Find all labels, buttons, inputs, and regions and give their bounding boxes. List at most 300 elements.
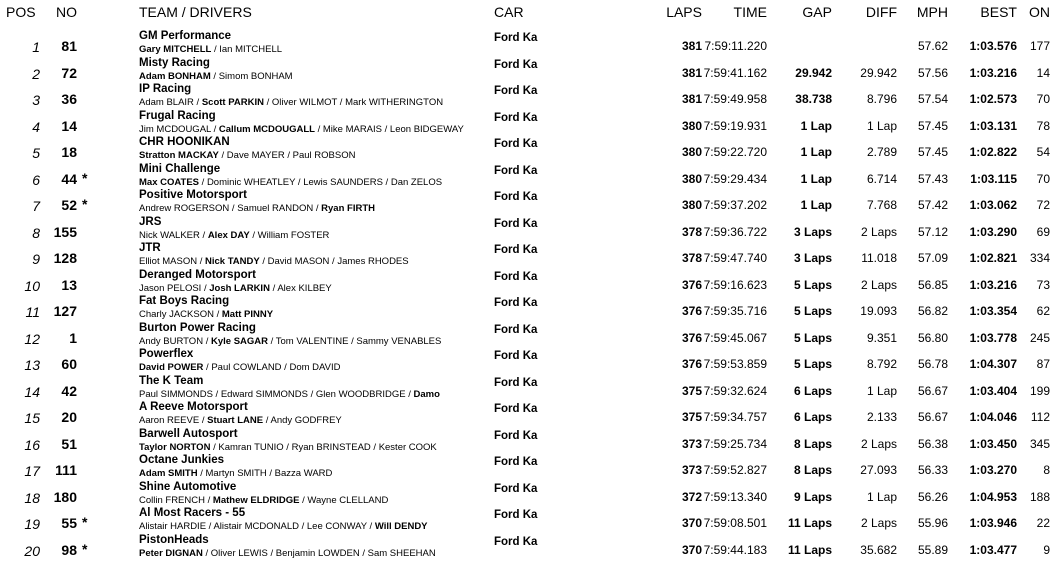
laps-cell: 381 — [681, 65, 702, 80]
best-lap-cell: 1:03.946 — [969, 516, 1017, 530]
team-name: PistonHeads — [139, 533, 209, 546]
team-name: CHR HOONIKAN — [139, 136, 230, 148]
mph-cell: 57.56 — [917, 65, 948, 80]
driver-name: Bazza WARD — [274, 468, 333, 479]
best-lap-cell: 1:03.450 — [969, 436, 1017, 451]
driver-name: Charly JACKSON — [139, 309, 214, 320]
time-cell: 7:59:52.827 — [703, 463, 767, 477]
time-cell: 7:59:32.624 — [703, 383, 767, 398]
gap-cell: 5 Laps — [793, 277, 832, 292]
laps-cell: 378 — [681, 224, 702, 239]
team-name: GM Performance — [139, 30, 232, 42]
position-cell: 18 — [24, 489, 40, 506]
laps-cell: 370 — [681, 542, 702, 557]
gap-cell: 38.738 — [795, 92, 832, 106]
driver-name: Oliver LEWIS — [210, 547, 268, 559]
car-number-cell: 14 — [61, 117, 77, 134]
laps-cell: 376 — [681, 277, 702, 292]
driver-name: Kamran TUNIO — [218, 441, 284, 453]
diff-cell: 8.792 — [866, 357, 897, 371]
mph-cell: 57.43 — [917, 171, 948, 186]
driver-name: Ryan BRINSTEAD — [291, 441, 371, 453]
table-row — [0, 374, 1057, 401]
gap-cell: 5 Laps — [793, 304, 832, 318]
best-lap-cell: 1:03.131 — [969, 118, 1017, 133]
car-model-cell: Ford Ka — [494, 138, 538, 150]
gap-cell: 3 Laps — [793, 251, 832, 265]
driver-name: Oliver WILMOT — [271, 97, 338, 108]
driver-name: Tom VALENTINE — [275, 335, 349, 347]
best-on-lap-cell: 245 — [1029, 330, 1050, 345]
driver-name: Alex KILBEY — [277, 282, 332, 294]
drivers-list: Taylor NORTON / Kamran TUNIO / Ryan BRINSTEAD / Kester COOK — [139, 441, 437, 453]
laps-cell: 372 — [681, 489, 702, 504]
car-model-cell: Ford Ka — [494, 456, 538, 468]
best-on-lap-cell: 199 — [1029, 383, 1050, 398]
diff-cell: 2.789 — [866, 145, 897, 159]
diff-cell: 9.351 — [866, 330, 897, 345]
team-name: Powerflex — [139, 348, 194, 360]
best-on-lap-cell: 188 — [1029, 489, 1050, 504]
driver-name: Sammy VENABLES — [356, 335, 442, 347]
position-cell: 11 — [25, 304, 40, 320]
driver-name: Adam BLAIR — [139, 97, 194, 108]
table-row — [0, 215, 1057, 242]
header-on: ON — [1029, 4, 1050, 20]
table-row — [0, 109, 1057, 136]
gap-cell: 3 Laps — [793, 224, 832, 239]
drivers-list: Adam SMITH / Martyn SMITH / Bazza WARD — [139, 468, 333, 479]
best-on-lap-cell: 62 — [1036, 304, 1050, 318]
diff-cell: 1 Lap — [866, 118, 897, 133]
gap-cell: 11 Laps — [787, 542, 832, 557]
diff-cell: 2 Laps — [860, 224, 897, 239]
team-name: Barwell Autosport — [139, 427, 238, 440]
time-cell: 7:59:35.716 — [703, 304, 767, 318]
driver-name: Andy BURTON — [139, 335, 204, 347]
laps-cell: 376 — [681, 304, 702, 318]
team-name: A Reeve Motorsport — [139, 401, 248, 413]
header-no: NO — [56, 4, 77, 20]
best-on-lap-cell: 87 — [1036, 357, 1050, 371]
laps-cell: 370 — [681, 516, 702, 530]
driver-name: Samuel RANDON — [237, 203, 314, 214]
best-on-lap-cell: 22 — [1036, 516, 1050, 530]
laps-cell: 380 — [681, 171, 702, 186]
diff-cell: 1 Lap — [866, 489, 897, 504]
laps-cell: 375 — [681, 410, 702, 424]
driver-name: David MASON — [267, 256, 330, 267]
best-lap-cell: 1:03.477 — [969, 542, 1017, 557]
driver-name: Collin FRENCH — [139, 494, 205, 506]
table-row — [0, 188, 1057, 215]
car-number-cell: 55 — [61, 515, 77, 531]
drivers-list: Elliot MASON / Nick TANDY / David MASON / James RHODES — [139, 256, 409, 267]
car-model-cell: Ford Ka — [494, 429, 538, 442]
mph-cell: 57.62 — [917, 39, 948, 53]
team-name: Frugal Racing — [139, 109, 216, 122]
time-cell: 7:59:11.220 — [704, 39, 767, 53]
table-row — [0, 453, 1057, 480]
drivers-list: Charly JACKSON / Matt PINNY — [139, 309, 274, 320]
header-pos: POS — [6, 4, 36, 20]
driver-name: Aaron REEVE — [139, 415, 200, 426]
gap-cell: 1 Lap — [800, 171, 832, 186]
driver-name: Adam BONHAM — [139, 70, 211, 82]
mph-cell: 57.12 — [917, 224, 948, 239]
header-car: CAR — [494, 4, 524, 20]
car-number-cell: 51 — [61, 435, 77, 452]
gap-cell: 6 Laps — [793, 383, 832, 398]
car-number-cell: 18 — [61, 144, 77, 160]
driver-name: Edward SIMMONDS — [220, 388, 308, 400]
diff-cell: 2.133 — [866, 410, 897, 424]
position-cell: 3 — [32, 92, 40, 108]
driver-name: Matt PINNY — [221, 309, 274, 320]
car-number-cell: 52 — [61, 197, 77, 213]
car-number-cell: 81 — [61, 38, 77, 54]
time-cell: 7:59:13.340 — [703, 489, 767, 504]
driver-name: Lee CONWAY — [306, 521, 367, 532]
mph-cell: 56.33 — [917, 463, 948, 477]
team-name: JRS — [139, 215, 162, 228]
car-model-cell: Ford Ka — [494, 482, 538, 495]
mph-cell: 56.67 — [917, 383, 948, 398]
driver-name: William FOSTER — [257, 229, 330, 241]
table-row — [0, 135, 1057, 162]
car-number-cell: 128 — [53, 250, 77, 266]
best-on-lap-cell: 69 — [1036, 224, 1050, 239]
drivers-list: Andy BURTON / Kyle SAGAR / Tom VALENTINE / Sammy VENABLES — [139, 335, 442, 347]
table-row — [0, 506, 1057, 533]
driver-name: Kyle SAGAR — [210, 335, 268, 347]
driver-name: Benjamin LOWDEN — [275, 547, 360, 559]
drivers-list: Max COATES / Dominic WHEATLEY / Lewis SAUNDERS / Dan ZELOS — [139, 176, 443, 188]
laps-cell: 378 — [681, 251, 702, 265]
table-row — [0, 427, 1057, 454]
position-cell: 4 — [32, 118, 40, 135]
table-row — [0, 162, 1057, 189]
time-cell: 7:59:49.958 — [703, 92, 767, 106]
position-cell: 7 — [32, 198, 40, 214]
car-number-cell: 42 — [61, 382, 77, 399]
position-cell: 19 — [24, 516, 40, 532]
mph-cell: 57.09 — [917, 251, 948, 265]
team-name: Mini Challenge — [139, 162, 221, 175]
best-on-lap-cell: 334 — [1029, 251, 1050, 265]
driver-name: Callum MCDOUGALL — [218, 123, 315, 135]
driver-name: Mike MARAIS — [322, 123, 382, 135]
mph-cell: 56.67 — [917, 410, 948, 424]
driver-name: James RHODES — [337, 256, 409, 267]
driver-name: Adam SMITH — [139, 468, 198, 479]
car-model-cell: Ford Ka — [494, 164, 538, 177]
best-lap-cell: 1:04.307 — [969, 357, 1017, 371]
car-model-cell: Ford Ka — [494, 111, 538, 124]
team-name: Positive Motorsport — [139, 189, 247, 201]
drivers-list: Nick WALKER / Alex DAY / William FOSTER — [139, 229, 330, 241]
time-cell: 7:59:45.067 — [703, 330, 767, 345]
driver-name: Jim MCDOUGAL — [139, 123, 211, 135]
gap-cell: 11 Laps — [787, 516, 832, 530]
drivers-list: Jim MCDOUGAL / Callum MCDOUGALL / Mike MARAIS / Leon BIDGEWAY — [139, 123, 464, 135]
best-lap-cell: 1:03.404 — [969, 383, 1017, 398]
table-row — [0, 400, 1057, 427]
asterisk-mark: * — [82, 514, 88, 530]
header-mph: MPH — [916, 4, 948, 20]
driver-name: Dave MAYER — [226, 150, 285, 161]
car-number-cell: 36 — [61, 91, 77, 107]
gap-cell: 8 Laps — [793, 463, 832, 477]
car-model-cell: Ford Ka — [494, 191, 538, 203]
time-cell: 7:59:41.162 — [703, 65, 767, 80]
driver-name: Will DENDY — [374, 521, 428, 532]
mph-cell: 55.89 — [917, 542, 948, 557]
driver-name: Ian MITCHELL — [219, 44, 283, 55]
best-lap-cell: 1:03.778 — [969, 330, 1017, 345]
position-cell: 5 — [32, 145, 40, 161]
team-name: IP Racing — [139, 83, 192, 95]
driver-name: Andy GODFREY — [270, 415, 342, 426]
diff-cell: 7.768 — [866, 198, 897, 212]
diff-cell: 2 Laps — [860, 516, 897, 530]
driver-name: Ryan FIRTH — [321, 203, 375, 214]
driver-name: Josh LARKIN — [209, 282, 270, 294]
drivers-list: David POWER / Paul COWLAND / Dom DAVID — [139, 362, 341, 373]
car-number-cell: 111 — [55, 462, 77, 478]
car-model-cell: Ford Ka — [494, 270, 538, 283]
driver-name: Taylor NORTON — [139, 441, 211, 453]
driver-name: Alistair HARDIE — [139, 521, 207, 532]
team-name: Al Most Racers - 55 — [139, 507, 246, 519]
car-number-cell: 127 — [53, 303, 77, 319]
header-diff: DIFF — [865, 4, 897, 20]
driver-name: Alistair MCDONALD — [213, 521, 299, 532]
best-on-lap-cell: 345 — [1029, 436, 1050, 451]
header-team: TEAM / DRIVERS — [139, 4, 252, 20]
best-lap-cell: 1:03.290 — [969, 224, 1017, 239]
time-cell: 7:59:25.734 — [703, 436, 767, 451]
laps-cell: 373 — [681, 463, 702, 477]
position-cell: 14 — [24, 383, 40, 400]
car-number-cell: 155 — [53, 223, 77, 240]
car-number-cell: 44 — [61, 170, 77, 187]
driver-name: Dominic WHEATLEY — [206, 176, 296, 188]
mph-cell: 56.26 — [917, 489, 948, 504]
team-name: Shine Automotive — [139, 480, 237, 493]
laps-cell: 380 — [681, 145, 702, 159]
diff-cell: 2 Laps — [860, 277, 897, 292]
diff-cell: 6.714 — [866, 171, 897, 186]
drivers-list: Jason PELOSI / Josh LARKIN / Alex KILBEY — [139, 282, 332, 294]
laps-cell: 381 — [681, 92, 702, 106]
gap-cell: 8 Laps — [793, 436, 832, 451]
best-lap-cell: 1:04.046 — [969, 410, 1017, 424]
laps-cell: 375 — [681, 383, 702, 398]
diff-cell: 35.682 — [860, 542, 897, 557]
drivers-list: Andrew ROGERSON / Samuel RANDON / Ryan FIRTH — [139, 203, 375, 214]
driver-name: Peter DIGNAN — [139, 547, 203, 559]
car-model-cell: Ford Ka — [494, 509, 538, 521]
car-number-cell: 1 — [69, 329, 77, 346]
best-on-lap-cell: 73 — [1036, 277, 1050, 292]
header-gap: GAP — [802, 4, 832, 20]
best-lap-cell: 1:03.216 — [969, 65, 1017, 80]
table-row — [0, 241, 1057, 268]
position-cell: 17 — [24, 463, 40, 479]
drivers-list: Aaron REEVE / Stuart LANE / Andy GODFREY — [139, 415, 342, 426]
table-row — [0, 533, 1057, 560]
team-name: Misty Racing — [139, 56, 210, 69]
driver-name: Paul SIMMONDS — [139, 388, 213, 400]
table-row — [0, 82, 1057, 109]
driver-name: Mark WITHERINGTON — [345, 97, 444, 108]
position-cell: 2 — [32, 65, 40, 82]
car-model-cell: Ford Ka — [494, 32, 538, 44]
position-cell: 10 — [24, 277, 40, 294]
car-number-cell: 20 — [61, 409, 77, 425]
mph-cell: 56.78 — [917, 357, 948, 371]
driver-name: Kester COOK — [378, 441, 437, 453]
diff-cell: 29.942 — [860, 65, 897, 80]
driver-name: Nick TANDY — [205, 256, 260, 267]
mph-cell: 57.54 — [917, 92, 948, 106]
header-time: TIME — [733, 4, 767, 20]
best-lap-cell: 1:03.115 — [970, 171, 1017, 186]
team-name: Octane Junkies — [139, 454, 225, 466]
team-name: JTR — [139, 242, 161, 254]
table-row — [0, 321, 1057, 348]
mph-cell: 57.45 — [917, 145, 948, 159]
drivers-list: Collin FRENCH / Mathew ELDRIDGE / Wayne CLELLAND — [139, 494, 389, 506]
gap-cell: 1 Lap — [800, 118, 832, 133]
laps-cell: 380 — [681, 118, 702, 133]
time-cell: 7:59:36.722 — [703, 224, 767, 239]
team-name: Burton Power Racing — [139, 321, 256, 334]
position-cell: 12 — [24, 330, 40, 347]
car-model-cell: Ford Ka — [494, 350, 538, 362]
mph-cell: 57.42 — [917, 198, 948, 212]
best-on-lap-cell: 54 — [1036, 145, 1050, 159]
laps-cell: 380 — [681, 198, 702, 212]
time-cell: 7:59:22.720 — [703, 145, 767, 159]
position-cell: 1 — [32, 39, 40, 55]
best-lap-cell: 1:03.216 — [969, 277, 1017, 292]
driver-name: Nick WALKER — [139, 229, 200, 241]
gap-cell: 5 Laps — [793, 357, 832, 371]
driver-name: Martyn SMITH — [205, 468, 267, 479]
position-cell: 16 — [24, 436, 40, 453]
driver-name: Damo — [413, 388, 440, 400]
position-cell: 8 — [32, 224, 40, 241]
best-lap-cell: 1:03.354 — [969, 304, 1017, 318]
driver-name: Max COATES — [139, 176, 200, 188]
position-cell: 15 — [24, 410, 40, 426]
drivers-list: Adam BLAIR / Scott PARKIN / Oliver WILMOT / Mark WITHERINGTON — [139, 97, 444, 108]
diff-cell: 8.796 — [866, 92, 897, 106]
car-number-cell: 180 — [53, 488, 77, 505]
car-number-cell: 60 — [61, 356, 77, 372]
best-lap-cell: 1:03.062 — [969, 198, 1017, 212]
position-cell: 13 — [24, 357, 40, 373]
mph-cell: 57.45 — [917, 118, 948, 133]
best-on-lap-cell: 14 — [1036, 65, 1050, 80]
laps-cell: 376 — [681, 330, 702, 345]
car-model-cell: Ford Ka — [494, 217, 538, 230]
driver-name: Dom DAVID — [289, 362, 341, 373]
team-name: Fat Boys Racing — [139, 295, 230, 307]
best-on-lap-cell: 70 — [1036, 171, 1050, 186]
car-number-cell: 98 — [61, 541, 77, 558]
diff-cell: 2 Laps — [860, 436, 897, 451]
gap-cell: 1 Lap — [800, 145, 832, 159]
laps-cell: 381 — [681, 39, 702, 53]
diff-cell: 1 Lap — [866, 383, 897, 398]
drivers-list: Gary MITCHELL / Ian MITCHELL — [139, 44, 283, 55]
time-cell: 7:59:16.623 — [703, 277, 767, 292]
best-lap-cell: 1:02.573 — [969, 92, 1017, 106]
best-on-lap-cell: 72 — [1036, 198, 1050, 212]
gap-cell: 29.942 — [795, 65, 832, 80]
laps-cell: 376 — [681, 357, 702, 371]
best-lap-cell: 1:03.576 — [969, 39, 1017, 53]
drivers-list: Adam BONHAM / Simom BONHAM — [139, 70, 293, 82]
driver-name: Alex DAY — [207, 229, 250, 241]
table-row — [0, 29, 1057, 56]
time-cell: 7:59:29.434 — [703, 171, 767, 186]
driver-name: Glen WOODBRIDGE — [315, 388, 406, 400]
car-model-cell: Ford Ka — [494, 58, 538, 71]
position-cell: 6 — [32, 171, 40, 188]
driver-name: Elliot MASON — [139, 256, 198, 267]
car-model-cell: Ford Ka — [494, 323, 538, 336]
driver-name: Lewis SAUNDERS — [303, 176, 383, 188]
best-lap-cell: 1:02.821 — [969, 251, 1017, 265]
table-row — [0, 56, 1057, 83]
table-row — [0, 294, 1057, 321]
drivers-list: Alistair HARDIE / Alistair MCDONALD / Lee CONWAY / Will DENDY — [139, 521, 428, 532]
header-best: BEST — [980, 4, 1017, 20]
header-laps: LAPS — [666, 4, 702, 20]
table-row — [0, 347, 1057, 374]
time-cell: 7:59:47.740 — [703, 251, 767, 265]
car-model-cell: Ford Ka — [494, 403, 538, 415]
best-on-lap-cell: 70 — [1036, 92, 1050, 106]
best-on-lap-cell: 78 — [1036, 118, 1050, 133]
diff-cell: 11.018 — [861, 251, 897, 265]
drivers-list: Paul SIMMONDS / Edward SIMMONDS / Glen WOODBRIDGE / Damo — [139, 388, 440, 400]
driver-name: Stratton MACKAY — [139, 150, 219, 161]
driver-name: Mathew ELDRIDGE — [212, 494, 300, 506]
driver-name: Paul ROBSON — [292, 150, 356, 161]
team-name: Deranged Motorsport — [139, 268, 256, 281]
asterisk-mark: * — [82, 169, 88, 186]
team-name: The K Team — [139, 374, 204, 387]
time-cell: 7:59:44.183 — [703, 542, 767, 557]
gap-cell: 6 Laps — [793, 410, 832, 424]
driver-name: Paul COWLAND — [211, 362, 282, 373]
asterisk-mark: * — [82, 540, 88, 557]
driver-name: Andrew ROGERSON — [139, 203, 230, 214]
gap-cell: 1 Lap — [800, 198, 832, 212]
mph-cell: 55.96 — [917, 516, 948, 530]
best-lap-cell: 1:03.270 — [969, 463, 1017, 477]
driver-name: Jason PELOSI — [139, 282, 202, 294]
car-model-cell: Ford Ka — [494, 85, 538, 97]
drivers-list: Stratton MACKAY / Dave MAYER / Paul ROBSON — [139, 150, 356, 161]
driver-name: Stuart LANE — [207, 415, 264, 426]
gap-cell: 9 Laps — [793, 489, 832, 504]
